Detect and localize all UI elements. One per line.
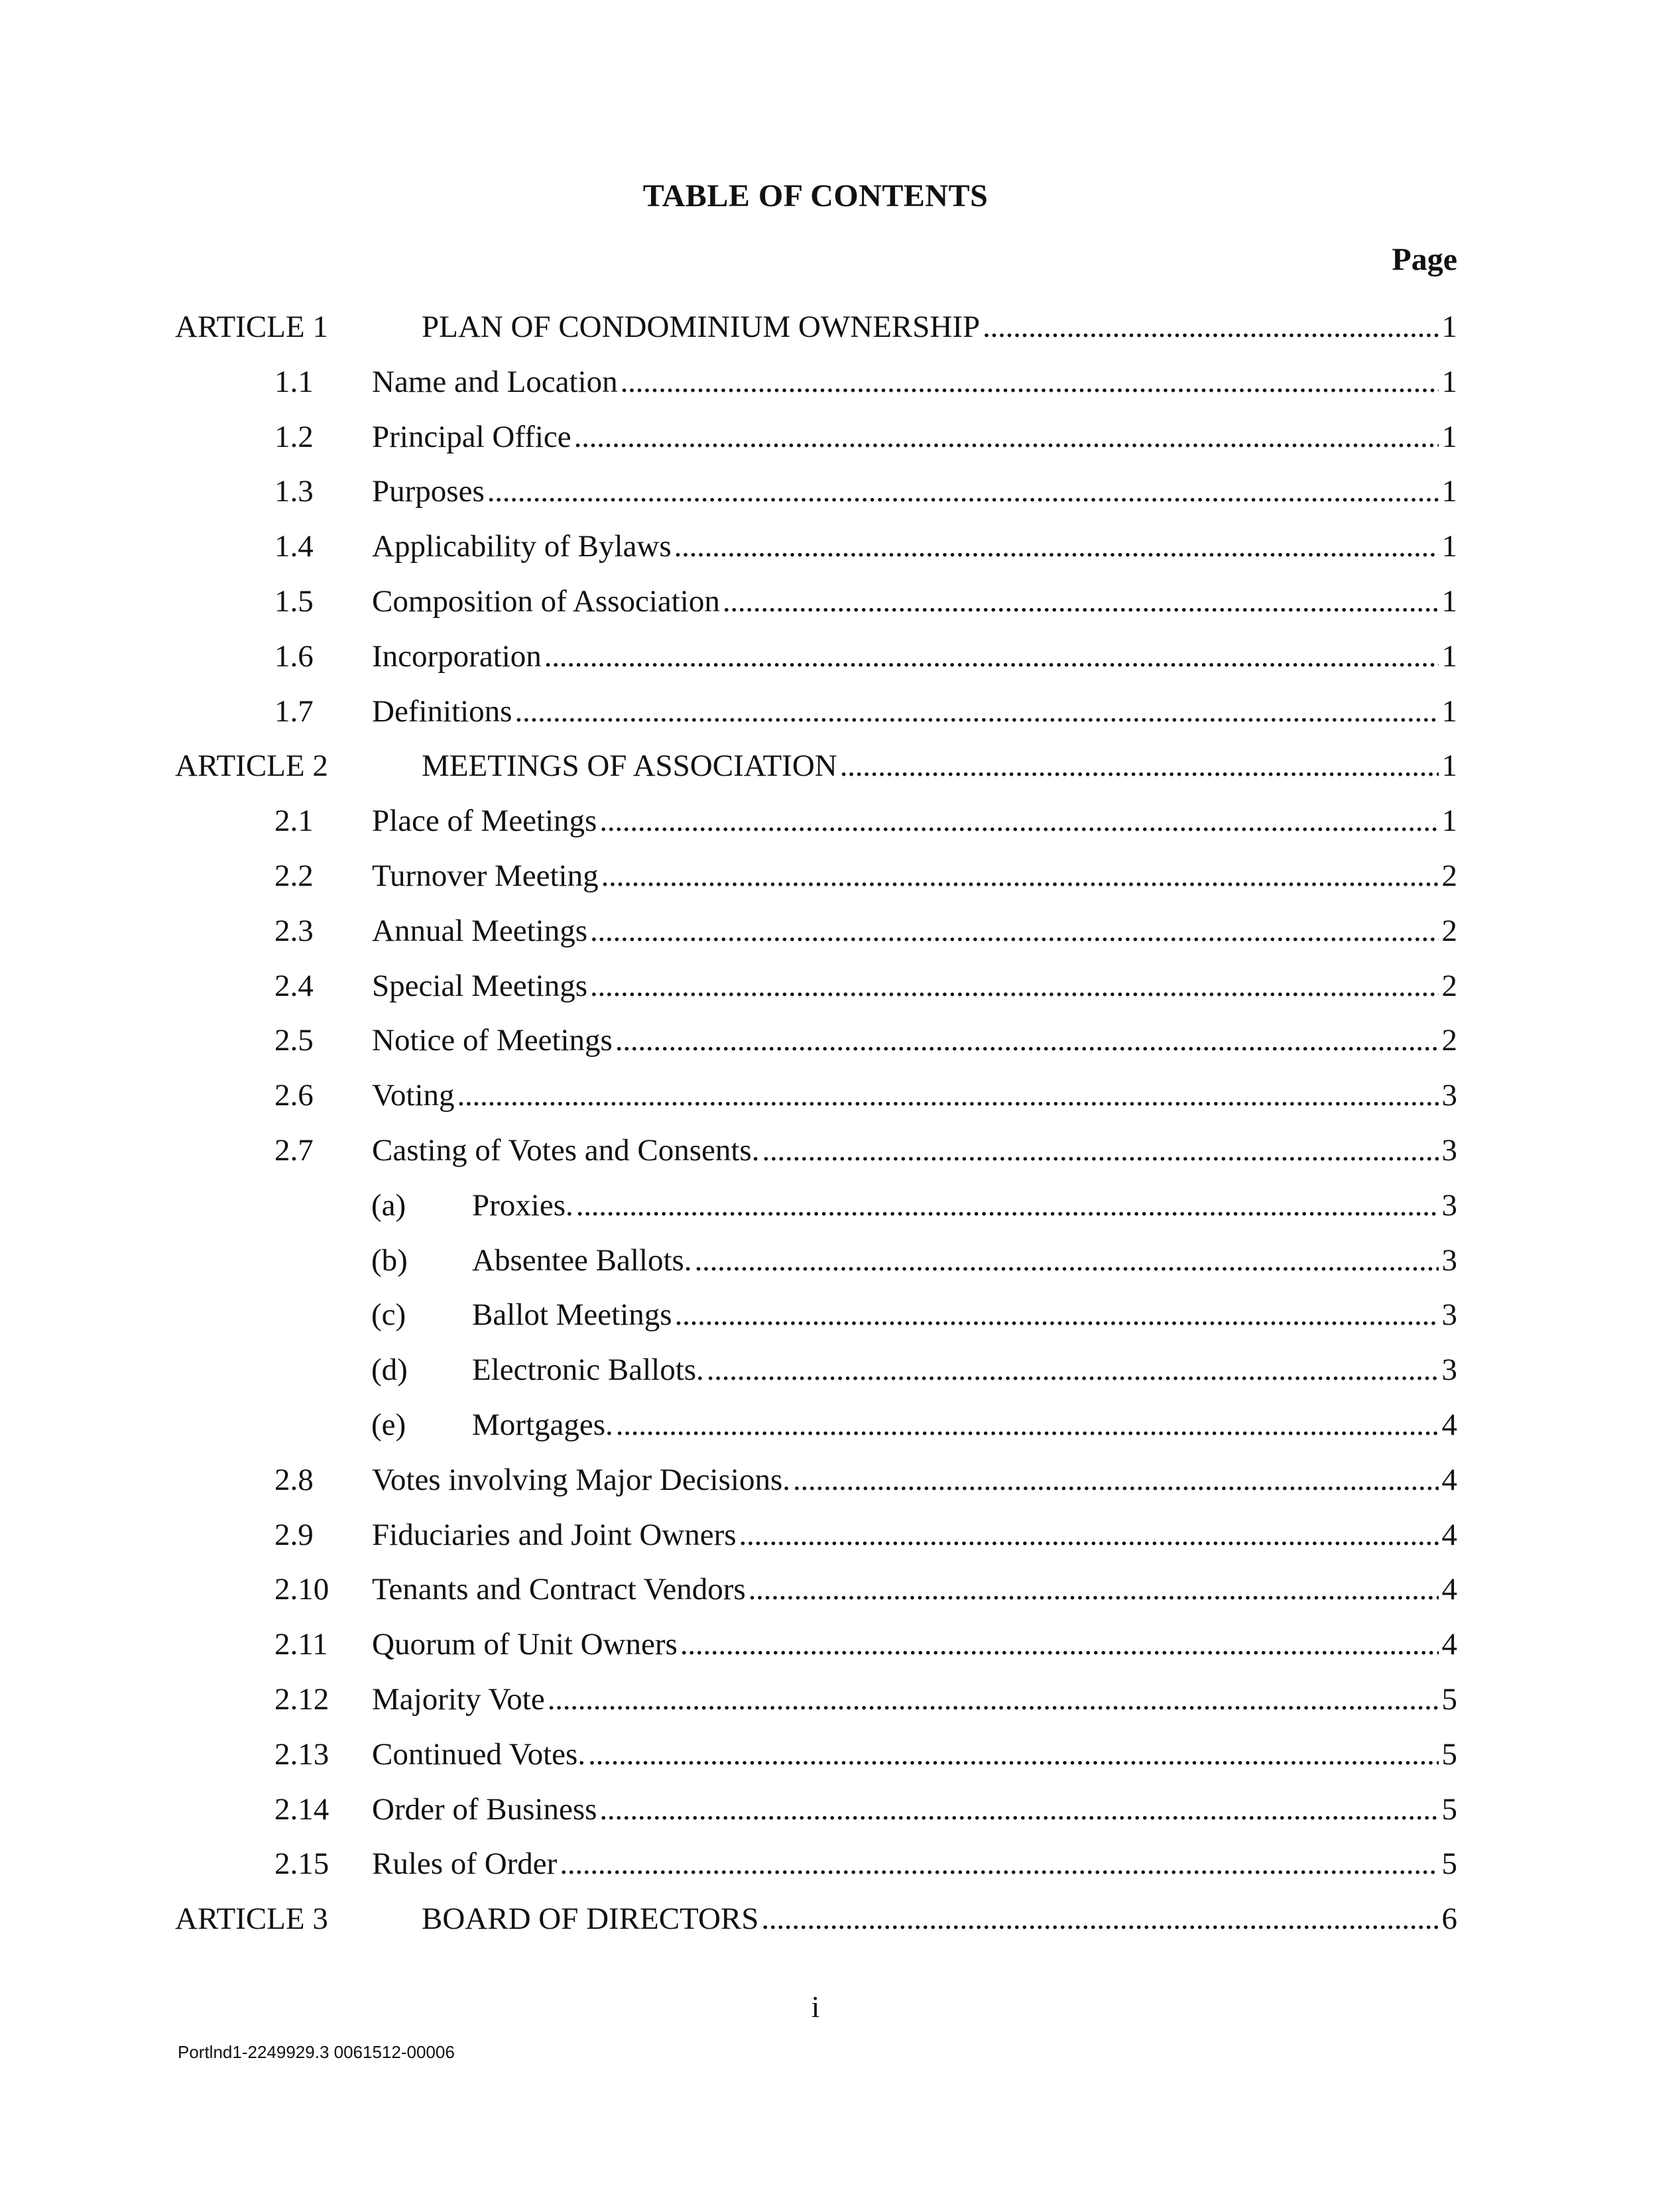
toc-entry-title: Notice of Meetings	[372, 1017, 615, 1063]
toc-entry-page: 4	[1441, 1408, 1457, 1442]
toc-entry[interactable]	[0, 1292, 1680, 1338]
dot-leader	[739, 1512, 1439, 1558]
toc-entry-leader	[422, 304, 1439, 350]
toc-entry-leader	[472, 1182, 1439, 1229]
toc-entry-number: 2.10	[274, 1572, 330, 1607]
toc-entry-title: Mortgages.	[472, 1402, 616, 1448]
toc-entry[interactable]	[0, 1841, 1680, 1887]
toc-entry-title: Majority Vote	[372, 1676, 548, 1723]
dot-leader	[983, 304, 1439, 350]
toc-entry[interactable]	[0, 798, 1680, 844]
toc-entry-number: 2.2	[274, 859, 314, 893]
toc-entry-leader	[372, 1072, 1439, 1119]
toc-entry-leader	[372, 414, 1439, 460]
toc-entry-number: 2.8	[274, 1462, 314, 1497]
toc-entry[interactable]	[0, 523, 1680, 570]
toc-entry-leader	[372, 1017, 1439, 1063]
toc-entry-title: Fiduciaries and Joint Owners	[372, 1512, 739, 1558]
toc-entry-number: 2.6	[274, 1078, 314, 1113]
toc-entry-leader	[372, 1676, 1439, 1723]
toc-entry-leader	[372, 1512, 1439, 1558]
toc-entry-leader	[372, 1566, 1439, 1612]
toc-entry[interactable]	[0, 1072, 1680, 1119]
toc-entry-page: 4	[1441, 1517, 1457, 1552]
toc-entry[interactable]	[0, 1017, 1680, 1063]
toc-entry-number: 2.13	[274, 1736, 330, 1772]
toc-entry-page: 2	[1441, 1023, 1457, 1058]
toc-entry-page: 3	[1441, 1078, 1457, 1113]
dot-leader	[675, 1292, 1439, 1338]
dot-leader	[487, 468, 1439, 515]
dot-leader	[674, 523, 1439, 570]
toc-entry[interactable]	[0, 1512, 1680, 1558]
document-id: Portlnd1-2249929.3 0061512-00006	[178, 2042, 455, 2062]
toc-entry-number: 2.1	[274, 804, 314, 839]
dot-leader	[616, 1402, 1439, 1448]
toc-entry-title: Place of Meetings	[372, 798, 599, 844]
toc-entry-title: Proxies.	[472, 1182, 576, 1229]
toc-entry-title: Ballot Meetings	[472, 1292, 675, 1338]
toc-entry[interactable]	[0, 578, 1680, 625]
toc-entry-leader	[372, 1841, 1439, 1887]
toc-entry-leader	[422, 743, 1439, 789]
dot-leader	[588, 1731, 1439, 1778]
dot-leader	[680, 1621, 1439, 1668]
toc-entry-number: 1.7	[274, 694, 314, 729]
toc-entry[interactable]	[0, 688, 1680, 735]
toc-entry-leader	[472, 1292, 1439, 1338]
toc-entry-page: 4	[1441, 1572, 1457, 1607]
toc-entry-number: 1.5	[274, 584, 314, 619]
dot-leader	[599, 1786, 1439, 1833]
toc-entry-leader	[372, 1621, 1439, 1668]
toc-entry[interactable]	[0, 853, 1680, 899]
toc-entry-title: Quorum of Unit Owners	[372, 1621, 680, 1668]
toc-entry-number: 1.2	[274, 419, 314, 454]
toc-entry-page: 1	[1441, 529, 1457, 564]
toc-entry[interactable]	[0, 1896, 1680, 1942]
toc-entry[interactable]	[0, 1731, 1680, 1778]
dot-leader	[749, 1566, 1439, 1612]
toc-entry[interactable]	[0, 1127, 1680, 1174]
toc-entry-page: 5	[1441, 1736, 1457, 1772]
page-number: i	[811, 1990, 820, 2024]
toc-entry[interactable]	[0, 414, 1680, 460]
toc-entry[interactable]	[0, 1786, 1680, 1833]
toc-entry-title: Votes involving Major Decisions.	[372, 1457, 793, 1503]
toc-entry-title: Annual Meetings	[372, 908, 590, 954]
toc-entry-title: Purposes	[372, 468, 487, 515]
toc-entry-title: Casting of Votes and Consents.	[372, 1127, 762, 1174]
toc-entry-title: Rules of Order	[372, 1841, 560, 1887]
toc-entry-page: 1	[1441, 364, 1457, 399]
dot-leader	[615, 1017, 1439, 1063]
toc-entry-leader	[372, 1457, 1439, 1503]
toc-entry[interactable]	[0, 1237, 1680, 1284]
toc-entry-leader	[372, 1127, 1439, 1174]
toc-entry-number: 2.12	[274, 1682, 330, 1717]
toc-entry-page: 1	[1441, 638, 1457, 674]
toc-entry-title: Voting	[372, 1072, 457, 1119]
toc-entry-page: 2	[1441, 968, 1457, 1003]
toc-entry-page: 1	[1441, 584, 1457, 619]
toc-entry[interactable]	[0, 1347, 1680, 1393]
toc-entry-number: 2.14	[274, 1791, 330, 1827]
toc-entry-number: 1.4	[274, 529, 314, 564]
toc-entry-page: 3	[1441, 1353, 1457, 1388]
toc-entry-title: Special Meetings	[372, 963, 590, 1009]
toc-entry-number: ARTICLE 1	[175, 310, 328, 344]
toc-entry-page: 5	[1441, 1791, 1457, 1827]
toc-entry-number: 2.15	[274, 1847, 330, 1882]
toc-entry-title: BOARD OF DIRECTORS	[422, 1896, 761, 1942]
toc-entry-leader	[372, 1786, 1439, 1833]
toc-entry-leader	[372, 1731, 1439, 1778]
toc-entry-page: 1	[1441, 474, 1457, 509]
toc-entry-number: (c)	[371, 1298, 406, 1333]
toc-entry-page: 3	[1441, 1187, 1457, 1223]
toc-entry-leader	[372, 523, 1439, 570]
toc-entry-page: 4	[1441, 1462, 1457, 1497]
toc-entry-title: Absentee Ballots.	[472, 1237, 695, 1284]
toc-entry-title: Electronic Ballots.	[472, 1347, 707, 1393]
dot-leader	[601, 853, 1439, 899]
toc-entry-number: 2.11	[274, 1627, 328, 1662]
toc-entry-page: 1	[1441, 310, 1457, 344]
toc-entry-title: PLAN OF CONDOMINIUM OWNERSHIP	[422, 304, 983, 350]
toc-entry-number: (e)	[371, 1408, 406, 1442]
toc-entry-number: 2.5	[274, 1023, 314, 1058]
toc-entry-page: 5	[1441, 1682, 1457, 1717]
toc-entry-page: 3	[1441, 1298, 1457, 1333]
toc-entry-title: Continued Votes.	[372, 1731, 588, 1778]
toc-entry-number: 1.6	[274, 638, 314, 674]
dot-leader	[560, 1841, 1439, 1887]
toc-entry-leader	[372, 633, 1439, 680]
toc-entry-leader	[372, 853, 1439, 899]
dot-leader	[514, 688, 1439, 735]
toc-entry-number: 1.3	[274, 474, 314, 509]
toc-entry-number: 1.1	[274, 364, 314, 399]
toc-entry[interactable]	[0, 908, 1680, 954]
toc-entry-leader	[472, 1237, 1439, 1284]
dot-leader	[576, 1182, 1439, 1229]
toc-entry-page: 1	[1441, 804, 1457, 839]
toc-entry-title: Turnover Meeting	[372, 853, 601, 899]
toc-entry-page: 2	[1441, 859, 1457, 893]
toc-entry-leader	[372, 688, 1439, 735]
toc-entry[interactable]	[0, 1402, 1680, 1448]
toc-entry[interactable]	[0, 468, 1680, 515]
toc-entry-title: Incorporation	[372, 633, 544, 680]
toc-entry[interactable]	[0, 633, 1680, 680]
toc-entry-title: Definitions	[372, 688, 514, 735]
dot-leader	[840, 743, 1439, 789]
toc-entry-title: Order of Business	[372, 1786, 599, 1833]
toc-entry-number: (a)	[371, 1187, 406, 1223]
dot-leader	[707, 1347, 1439, 1393]
toc-entry-number: 2.7	[274, 1133, 314, 1168]
page-column-heading: Page	[1392, 242, 1457, 277]
dot-leader	[621, 359, 1439, 405]
dot-leader	[761, 1896, 1439, 1942]
dot-leader	[590, 908, 1439, 954]
toc-entry-leader	[472, 1347, 1439, 1393]
toc-entry-page: 2	[1441, 913, 1457, 948]
toc-entry[interactable]	[0, 1457, 1680, 1503]
toc-entry-leader	[372, 468, 1439, 515]
toc-entry-leader	[372, 359, 1439, 405]
toc-entry[interactable]	[0, 359, 1680, 405]
dot-leader	[793, 1457, 1439, 1503]
toc-entry-title: MEETINGS OF ASSOCIATION	[422, 743, 840, 789]
toc-entry-number: 2.9	[274, 1517, 314, 1552]
toc-entry-leader	[472, 1402, 1439, 1448]
toc-entry[interactable]	[0, 743, 1680, 789]
toc-entry-number: ARTICLE 3	[175, 1902, 328, 1937]
toc-entry-leader	[372, 908, 1439, 954]
toc-entry-page: 3	[1441, 1133, 1457, 1168]
toc-entry-page: 1	[1441, 694, 1457, 729]
toc-entry-number: 2.4	[274, 968, 314, 1003]
toc-entry-title: Applicability of Bylaws	[372, 523, 674, 570]
toc-entry-page: 6	[1441, 1902, 1457, 1937]
dot-leader	[574, 414, 1439, 460]
toc-entry-page: 4	[1441, 1627, 1457, 1662]
toc-entry-number: (d)	[371, 1353, 408, 1388]
toc-entry[interactable]	[0, 1621, 1680, 1668]
toc-entry[interactable]	[0, 1182, 1680, 1229]
toc-entry-title: Name and Location	[372, 359, 621, 405]
dot-leader	[457, 1072, 1439, 1119]
toc-entry-page: 1	[1441, 419, 1457, 454]
dot-leader	[695, 1237, 1439, 1284]
toc-entry-leader	[372, 798, 1439, 844]
toc-entry-leader	[422, 1896, 1439, 1942]
toc-entry[interactable]	[0, 963, 1680, 1009]
toc-entry-page: 5	[1441, 1847, 1457, 1882]
dot-leader	[599, 798, 1439, 844]
toc-entry-leader	[372, 963, 1439, 1009]
toc-entry-number: ARTICLE 2	[175, 749, 328, 784]
toc-entry-page: 3	[1441, 1243, 1457, 1278]
toc-entry-number: 2.3	[274, 913, 314, 948]
toc-title: TABLE OF CONTENTS	[642, 178, 989, 213]
dot-leader	[762, 1127, 1439, 1174]
toc-entry[interactable]	[0, 1566, 1680, 1612]
toc-entry[interactable]	[0, 1676, 1680, 1723]
toc-entry-title: Tenants and Contract Vendors	[372, 1566, 749, 1612]
dot-leader	[548, 1676, 1439, 1723]
dot-leader	[723, 578, 1439, 625]
toc-entry-page: 1	[1441, 749, 1457, 784]
dot-leader	[544, 633, 1439, 680]
toc-entry-title: Composition of Association	[372, 578, 723, 625]
toc-entry[interactable]	[0, 304, 1680, 350]
toc-entry-leader	[372, 578, 1439, 625]
dot-leader	[590, 963, 1439, 1009]
toc-entry-number: (b)	[371, 1243, 408, 1278]
toc-entry-title: Principal Office	[372, 414, 574, 460]
